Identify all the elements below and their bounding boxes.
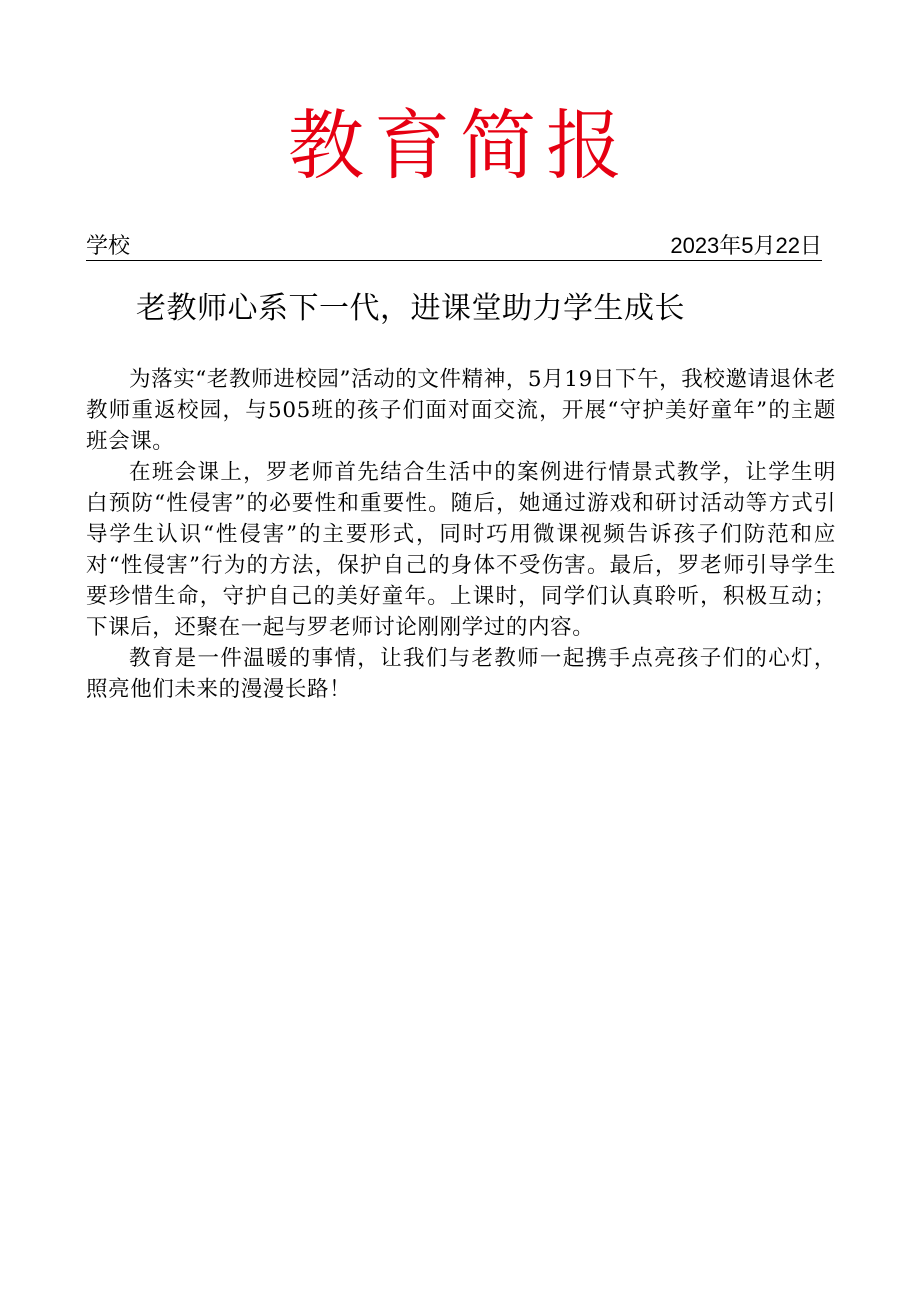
article-headline: 老教师心系下一代，进课堂助力学生成长 — [136, 291, 685, 326]
meta-line — [86, 232, 822, 261]
article-paragraph: 教育是一件温暖的事情，让我们与老教师一起携手点亮孩子们的心灯，照亮他们未来的漫漫长路！ — [86, 646, 836, 702]
article-paragraph: 在班会课上，罗老师首先结合生活中的案例进行情景式教学，让学生明白预防“性侵害”的必要性和重要性。随后，她通过游戏和研讨活动等方式引导学生认识“性侵害”的主要形式，同时巧用微课视频告诉孩子们防范和应对“性侵害”行为的方法，保护自己的身体不受伤害。最后，罗老师引导学生要珍惜生命，守护自己的美好童年。上课时，同学们认真聆听，积极互动；下课后，还聚在一起与罗老师讨论刚刚学过的内容。 — [86, 460, 836, 640]
article-paragraph: 为落实“老教师进校园”活动的文件精神，5月19日下午，我校邀请退休老教师重返校园，与505班的孩子们面对面交流，开展“守护美好童年”的主题班会课。 — [86, 367, 836, 454]
issue-date: 2023年5月22日 — [670, 233, 822, 258]
article-body — [86, 364, 836, 705]
masthead-title: 教育简报 — [288, 101, 632, 190]
school-label: 学校 — [86, 233, 131, 258]
